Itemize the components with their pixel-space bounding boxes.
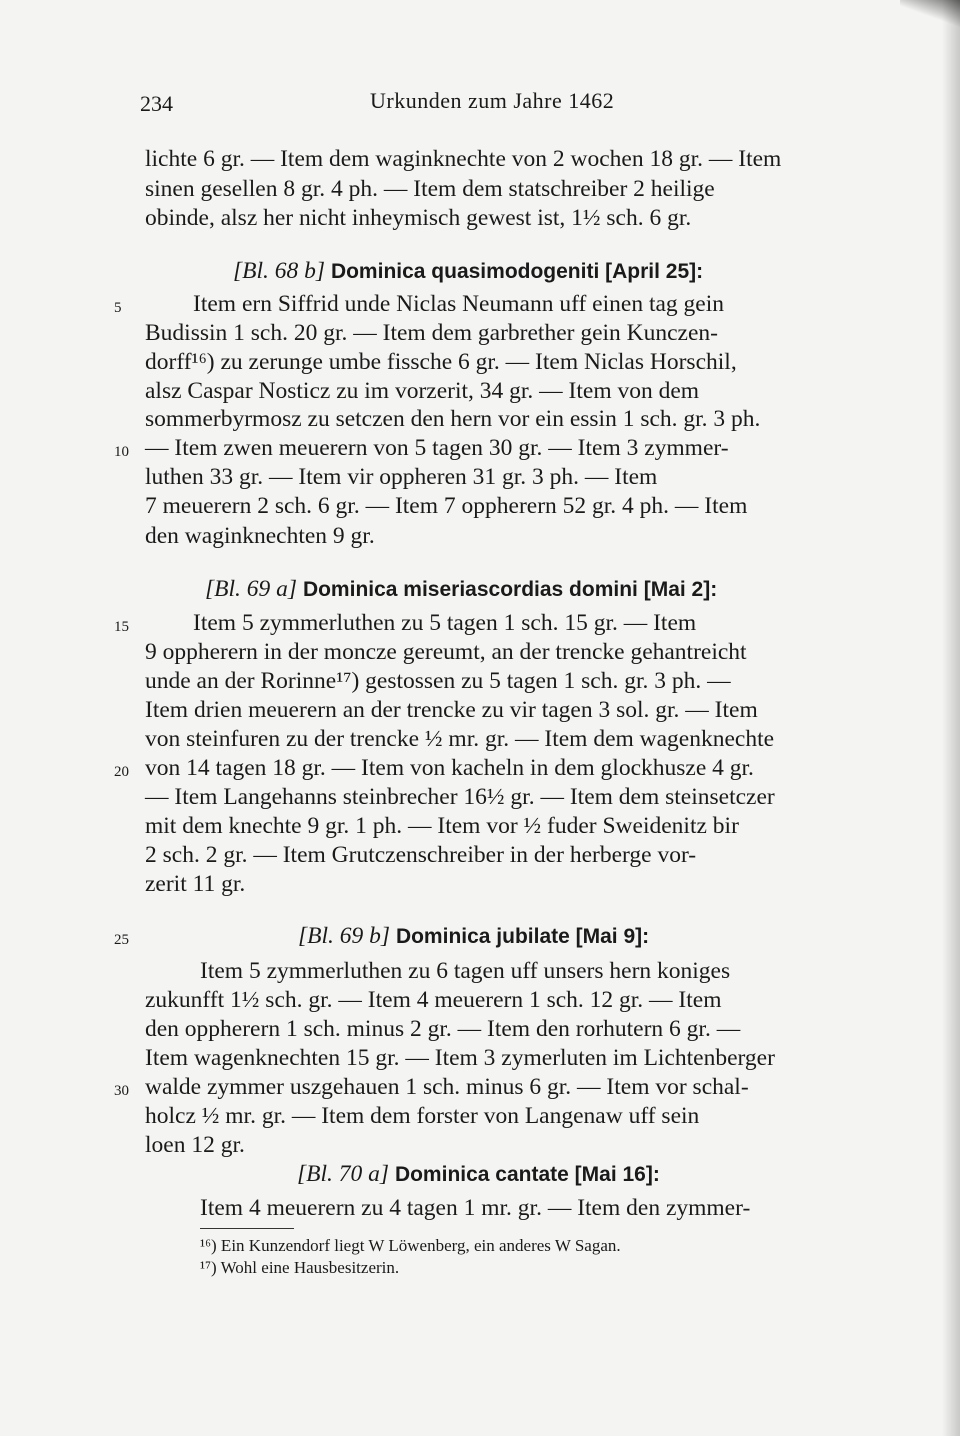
page-edge-shadow bbox=[942, 0, 960, 1436]
folio-reference: [Bl. 69 a] bbox=[205, 576, 298, 602]
text-line: von 14 tagen 18 gr. — Item von kacheln in dem glockhusze 4 gr. bbox=[145, 755, 754, 781]
text-line: Item wagenknechten 15 gr. — Item 3 zymerluten im Lichtenberger bbox=[145, 1045, 775, 1071]
section-title: Dominica miseriascordias domini [Mai 2]: bbox=[302, 578, 718, 601]
text-line: holcz ½ mr. gr. — Item dem forster von Langenaw uff sein bbox=[145, 1103, 700, 1129]
text-line: dorff¹⁶) zu zerunge umbe fissche 6 gr. — Item Niclas Horschil, bbox=[145, 349, 737, 375]
section-title: Dominica jubilate [Mai 9]: bbox=[395, 925, 650, 948]
line-number: 5 bbox=[114, 300, 122, 316]
running-title: Urkunden zum Jahre 1462 bbox=[370, 88, 615, 113]
text-line: obinde, alsz her nicht inheymisch gewest ist, 1½ sch. 6 gr. bbox=[145, 205, 692, 231]
section-heading bbox=[205, 576, 717, 603]
text-line: Item drien meuerern an der trencke zu vir tagen 3 sol. gr. — Item bbox=[145, 697, 758, 723]
folio-reference: [Bl. 69 b] bbox=[298, 923, 391, 949]
text-line: luthen 33 gr. — Item vir oppheren 31 gr. 3 ph. — Item bbox=[145, 464, 658, 490]
section-title: Dominica cantate [Mai 16]: bbox=[394, 1163, 660, 1186]
text-line: mit dem knechte 9 gr. 1 ph. — Item vor ½ fuder Sweidenitz bir bbox=[145, 813, 739, 839]
line-number: 15 bbox=[114, 619, 129, 635]
section-heading bbox=[298, 923, 649, 950]
text-line: den waginknechten 9 gr. bbox=[145, 523, 375, 549]
text-line: von steinfuren zu der trencke ½ mr. gr. — Item dem wagenknechte bbox=[145, 726, 775, 752]
text-line: 9 oppherern in der moncze gereumt, an der trencke gehantreicht bbox=[145, 639, 747, 665]
text-line: zerit 11 gr. bbox=[145, 871, 246, 897]
section-heading bbox=[297, 1161, 660, 1188]
text-line: 2 sch. 2 gr. — Item Grutczenschreiber in der herberge vor- bbox=[145, 842, 697, 868]
text-line: loen 12 gr. bbox=[145, 1132, 245, 1158]
text-line: Item 5 zymmerluthen zu 6 tagen uff unsers hern koniges bbox=[200, 958, 731, 984]
line-number: 25 bbox=[114, 932, 129, 948]
text-line: sommerbyrmosz zu setczen den hern vor ein essin 1 sch. gr. 3 ph. bbox=[145, 406, 761, 432]
text-line: Item ern Siffrid unde Niclas Neumann uff einen tag gein bbox=[193, 291, 724, 317]
text-line: sinen gesellen 8 gr. 4 ph. — Item dem statschreiber 2 heilige bbox=[145, 176, 715, 202]
line-number: 20 bbox=[114, 764, 129, 780]
folio-reference: [Bl. 70 a] bbox=[297, 1161, 390, 1187]
text-line: alsz Caspar Nosticz zu im vorzerit, 34 gr. — Item von dem bbox=[145, 378, 700, 404]
text-line: zukunfft 1½ sch. gr. — Item 4 meuerern 1 sch. 12 gr. — Item bbox=[145, 987, 722, 1013]
footnote: ¹⁶) Ein Kunzendorf liegt W Löwenberg, ein anderes W Sagan. bbox=[200, 1236, 621, 1255]
folio-reference: [Bl. 68 b] bbox=[233, 258, 326, 284]
text-line: 7 meuerern 2 sch. 6 gr. — Item 7 oppherern 52 gr. 4 ph. — Item bbox=[145, 493, 748, 519]
section-heading bbox=[233, 258, 703, 285]
text-line: Budissin 1 sch. 20 gr. — Item dem garbrether gein Kunczen- bbox=[145, 320, 718, 346]
text-line: — Item Langehanns steinbrecher 16½ gr. — Item dem steinsetczer bbox=[145, 784, 775, 810]
text-line: den oppherern 1 sch. minus 2 gr. — Item den rorhutern 6 gr. — bbox=[145, 1016, 741, 1042]
line-number: 10 bbox=[114, 444, 129, 460]
text-line: Item 4 meuerern zu 4 tagen 1 mr. gr. — Item den zymmer- bbox=[200, 1195, 751, 1221]
page-corner-shadow bbox=[900, 0, 960, 40]
section-title: Dominica quasimodogeniti [April 25]: bbox=[330, 260, 704, 283]
page-number: 234 bbox=[140, 91, 173, 116]
text-line: unde an der Rorinne¹⁷) gestossen zu 5 tagen 1 sch. gr. 3 ph. — bbox=[145, 668, 731, 694]
line-number: 30 bbox=[114, 1083, 129, 1099]
text-line: walde zymmer uszgehauen 1 sch. minus 6 gr. — Item vor schal- bbox=[145, 1074, 749, 1100]
footnote-rule bbox=[200, 1228, 294, 1229]
text-line: — Item zwen meuerern von 5 tagen 30 gr. — Item 3 zymmer- bbox=[145, 435, 729, 461]
text-line: Item 5 zymmerluthen zu 5 tagen 1 sch. 15 gr. — Item bbox=[193, 610, 697, 636]
footnote: ¹⁷) Wohl eine Hausbesitzerin. bbox=[200, 1258, 400, 1277]
text-line: lichte 6 gr. — Item dem waginknechte von 2 wochen 18 gr. — Item bbox=[145, 146, 782, 172]
